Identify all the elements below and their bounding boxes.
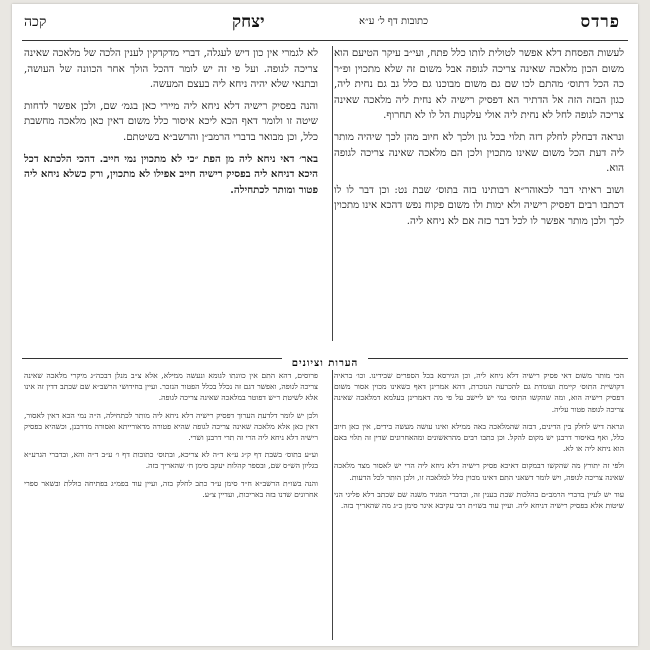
note-paragraph: ולכן יש לומר דלדעת הערוך דפסיק רישיה דלא ניחא ליה מותר לכתחילה, ה״ה נמי הכא דאין לאסור, דאין כאן אלא מלאכה שאינה צריכה לגופה שהיא פטורה מדאורייתא ואסורה מדרבנן, וכשהיא בפסיק רישיה דלא ניחא ליה הרי זה תרי דרבנן ושרי. bbox=[24, 410, 318, 443]
note-paragraph: ונראה דיש לחלק בין הדינים, דבזה שהמלאכה באה ממילא ואינו עושה מעשה בידים, אין כאן חיוב כלל, ואף באיסור דרבנן יש מקום להקל. וכן כתבו רבים מהראשונים ומהאחרונים שדין זה תלוי באם הוא ניחא ליה או לא. bbox=[334, 421, 624, 454]
book-page bbox=[12, 4, 638, 646]
note-paragraph: והנה בשו״ת הרשב״א ח״ד סימן ע״ד כתב לחלק בזה, ועיין עוד בפמ״ג בפתיחה כוללת ובשאר ספרי אחרונים שדנו בזה באריכות, ועדיין צ״ע. bbox=[24, 478, 318, 499]
header-center-reference: כתובות דף ל׳ ע״א bbox=[359, 16, 428, 27]
notes-right-column bbox=[334, 370, 624, 640]
note-paragraph: פרוסים, דהא התם אין כוונתו לגומא ונעשה ממילא, אלא צ״ב מנלן דבכה״ג מיקרי מלאכה שאינה צריכה לגופה, ואפשר דגם זה נכלל בכלל הפטור הנזכר. ועיין בחידושי הרשב״א שם שכתב דדין זה אינו אלא לשיטת ר״ש דפוטר במלאכה שאינה צריכה לגופה. bbox=[24, 371, 318, 403]
page-header bbox=[12, 10, 638, 38]
main-text-right-column bbox=[334, 46, 624, 341]
notes-title: הערות וציונים bbox=[282, 358, 369, 369]
column-divider bbox=[332, 46, 333, 341]
note-paragraph: עוד יש לעיין בדברי הרמב״ם בהלכות שבת בענין זה, ובדברי המגיד משנה שם שכתב דלא פליגי הני שיטות אלא בפסיק רישיה דניחא ליה. ועיין עוד בשו״ת רבי עקיבא איגר סימן כ״ג מה שהאריך בזה. bbox=[334, 489, 624, 511]
main-paragraph: לעשות הפסחת דלא אפשר לטולית לותו כלל פתח, ועי״ב עיקר הטיעם הוא משום הכון מלאכה שאינה צריכה לגופה אבל משום זה שלא מתכוין ופ״ר כה הכל דתוס׳ מהתם לכו שם גם משום מבוכנו גם כלל גב גם נחית ליה, כגון הבזה הזה אל הדתיר הא דפסיק רישיה לא נחית ליה מלאכה שאינה צריכה לגופה לחל לא נחית ליה אולי עלקנות הל לו לא תחרוף. bbox=[334, 48, 624, 122]
note-paragraph: הכי מותר משום דאי פסיק רישיה דלא ניחא ליה, וכן הגירסא בכל הספרים שבידינו. וכו׳ בראיה דקושיית התוס׳ קיימת ועומדת גם להכרעה הנזכרת, דהא אמרינן דאף כשאינו מכוין אסור משום דפסיק רישיה הוא, ומה שהקשו התוס׳ נמי יש ליישב על פי מה דאמרינן בעלמא דמלאכה שאינה צריכה לגופה פטור עליה. bbox=[334, 371, 624, 414]
main-paragraph: ונראה דבחלק לחלק דזה תלוי בכל גון ולכך לא חיוב מהן לכך שיהיה מותר ליה דעת הכל משום שאינו מתכוין ולכן הם מלאכה שאינה צריכה לגופה הוא. bbox=[334, 131, 624, 175]
note-paragraph: ולפי זה יתורץ מה שהקשו דבמקום דאיכא פסיק רישיה דלא ניחא ליה הרי יש לאסור מצד מלאכה שאינה צריכה לגופה, ויש לומר דשאני התם דאינו מכוין כלל למלאכה זו, ולכן הותר לכל הדעות. bbox=[334, 461, 624, 482]
main-paragraph-highlighted: באר׳ דאי ניחא ליה מן הפת ״כי לא מתכוין נמי חייב. דהכי הלכתא דכל היכא דניחא ליה בפסיק רישיה חייב אפילו לא מתכוין, ורק כשלא ניחא ליה פטור ומותר לכתחילה. bbox=[24, 152, 318, 196]
main-paragraph: ושוב ראיתי דבר לכאוהר״א רבותינו בזה בתוס׳ שבת נט: וכן דבר לו לו דכתבו רבים דפסיק רישיה ולא ימות ולו משום פקוח נפש דהכא אינו מתכוין לכך ולכן מותר אפשר לו לכל דבר כזה אם לא ניחא ליה. bbox=[334, 184, 624, 227]
header-right-title: פרדס bbox=[580, 12, 620, 32]
header-left-title: יצחק bbox=[232, 12, 265, 32]
notes-column-divider bbox=[332, 370, 333, 640]
header-rule bbox=[22, 40, 628, 41]
note-paragraph: וע״ע בתוס׳ בשבת דף ק״ג ע״א ד״ה לא צריכא, ובתוס׳ כתובות דף ו׳ ע״ב ד״ה והא, ובדברי הגרע״א בגליון הש״ס שם, ובספר קהלות יעקב סימן ח׳ שהאריך בזה. bbox=[24, 450, 318, 471]
page-number: קכה bbox=[24, 14, 47, 30]
main-paragraph: לא לגמרי אין כון דיש לעגלה, דברי מדקדקין לענין הלכה של מלאכה שאינה צריכה לגופה. ועל פי זה יש לומר דהכל הולך אחר הכוונה של העושה, ובתנאי שלא יהיה ניחא ליה בעצם המעשה. bbox=[24, 48, 318, 91]
notes-left-column bbox=[24, 370, 318, 640]
main-paragraph: והנה בפסיק רישיה דלא ניחא ליה מיירי כאן בגמ׳ שם, ולכן אפשר לדחות שיטה זו ולומר דאף הכא ליכא איסור כלל משום דאין כאן מלאכה מחשבת כלל, וכן מבואר בדברי הרמב״ן והרשב״א בשיטתם. bbox=[24, 100, 318, 143]
main-text-left-column bbox=[24, 46, 318, 341]
notes-label bbox=[12, 351, 638, 370]
